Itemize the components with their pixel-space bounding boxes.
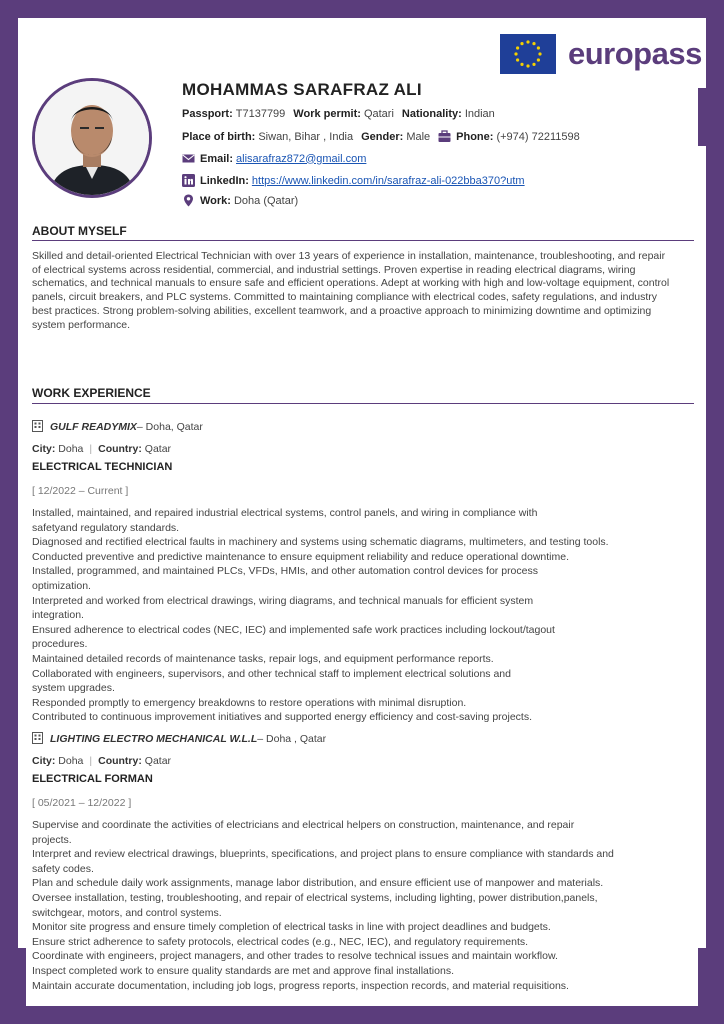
profile-photo — [32, 78, 152, 198]
cv-page — [18, 18, 706, 1006]
duty-line: Interpret and review electrical drawings, blueprints, specifications, and project plans to ensure compliance with standards and — [32, 848, 614, 861]
duty-line: Maintained detailed records of maintenance tasks, repair logs, and equipment performance reports. — [32, 652, 494, 665]
personal-info-row — [182, 108, 495, 120]
building-icon — [32, 732, 45, 745]
duty-line: Conducted preventive and predictive maintenance to ensure equipment reliability and reduce operational downtime. — [32, 550, 569, 563]
city-label: City: — [32, 443, 56, 455]
city-value: Doha — [58, 443, 84, 455]
work-label: Work: — [200, 194, 231, 207]
phone-value: (+974) 72211598 — [496, 130, 580, 143]
linkedin-row — [182, 174, 525, 187]
company-name: LIGHTING ELECTRO MECHANICAL W.L.L — [50, 732, 258, 745]
birth-label: Place of birth: — [182, 130, 256, 143]
duty-line: projects. — [32, 833, 72, 846]
passport-value: T7137799 — [235, 108, 286, 120]
phone-icon — [438, 130, 451, 143]
duty-line: Collaborated with engineers, supervisors, and other technical staff to implement electrical solutions and — [32, 667, 511, 680]
linkedin-label: LinkedIn: — [200, 174, 249, 187]
about-divider — [32, 240, 694, 241]
nationality-label: Nationality: — [401, 108, 462, 120]
country-label: Country: — [98, 443, 142, 455]
duty-line: safety codes. — [32, 862, 94, 875]
birth-gender-phone-row — [182, 130, 580, 143]
duty-line: procedures. — [32, 638, 88, 651]
about-text: Skilled and detail-oriented Electrical Technician with over 13 years of experience in installation, maintenance, troubleshooting, and repair of electrical systems across residential, commercial, and industrial settings. Proven expertise in reading electrical diagrams, wiring schematics, and technical manuals to ensure safe and efficient operations. Adept at working with high and low-voltage equipment, control panels, circuit breakers, and PLC systems. Committed to maintaining compliance with electrical codes, safety regulations, and industry best practices. Strong problem-solving abilities, excellent teamwork, and a proactive approach to minimizing downtime and optimizing system performance. — [32, 250, 670, 331]
permit-label: Work permit: — [293, 108, 361, 120]
country-value: Qatar — [144, 443, 172, 455]
candidate-name: MOHAMMAS SARAFRAZ ALI — [182, 80, 422, 99]
duty-line: safetyand regulatory standards. — [32, 521, 180, 534]
decor-bar-right-top — [698, 88, 706, 146]
nationality-value: Indian — [464, 108, 495, 120]
duty-line: Oversee installation, testing, troubleshooting, and repair of electrical systems, including lighting, power distribution,panels, — [32, 891, 598, 904]
country-value: Qatar — [144, 755, 172, 767]
duty-line: Coordinate with engineers, project managers, and other trades to resolve technical issues and maintain workflow. — [32, 950, 558, 963]
email-link[interactable]: alisarafraz872@gmail.com — [236, 152, 367, 165]
eu-flag-icon — [500, 34, 556, 74]
job-1-title: ELECTRICAL TECHNICIAN — [32, 461, 173, 473]
job-2-city-country: City: Doha | Country: Qatar — [32, 755, 172, 767]
email-label: Email: — [200, 152, 234, 165]
job-1-city-country: City: Doha | Country: Qatar — [32, 443, 172, 455]
europass-logo — [500, 34, 702, 74]
duty-line: Responded promptly to emergency breakdowns to restore operations with minimal disruption. — [32, 696, 467, 709]
linkedin-link[interactable]: https://www.linkedin.com/in/sarafraz-ali-022bba370?utm — [251, 174, 525, 187]
duty-line: optimization. — [32, 579, 91, 592]
company-location: – Doha, Qatar — [136, 420, 203, 433]
country-label: Country: — [98, 755, 142, 767]
duty-line: Maintain accurate documentation, including job logs, progress reports, inspection records, and material requisitions. — [32, 979, 569, 992]
duty-line: system upgrades. — [32, 682, 115, 695]
gender-label: Gender: — [361, 130, 404, 143]
email-icon — [182, 152, 195, 165]
work-location-row — [182, 194, 298, 207]
company-name: GULF READYMIX — [50, 420, 137, 433]
duty-line: switchgear, motors, and control systems. — [32, 906, 222, 919]
job-1-dates: [ 12/2022 – Current ] — [32, 485, 129, 497]
duty-line: Interpreted and worked from electrical drawings, wiring diagrams, and technical manuals for efficient system — [32, 594, 534, 607]
duty-line: Inspect completed work to ensure quality standards are met and approve final installations. — [32, 964, 454, 977]
gender-value: Male — [406, 130, 431, 143]
birth-value: Siwan, Bihar , India — [258, 130, 354, 143]
city-label: City: — [32, 755, 56, 767]
duty-line: Monitor site progress and ensure timely completion of electrical tasks in line with project deadlines and budgets. — [32, 921, 551, 934]
permit-value: Qatari — [363, 108, 394, 120]
work-value: Doha (Qatar) — [233, 194, 299, 207]
location-pin-icon — [182, 194, 195, 207]
job-1-duties — [32, 506, 682, 725]
duty-line: Installed, maintained, and repaired industrial electrical systems, control panels, and wiring in compliance with — [32, 507, 538, 519]
duty-line: Plan and schedule daily work assignments, manage labor distribution, and ensure efficient use of manpower and materials. — [32, 877, 604, 890]
employer-1 — [32, 420, 203, 433]
passport-label: Passport: — [182, 108, 233, 120]
building-icon — [32, 420, 45, 433]
linkedin-icon — [182, 174, 195, 187]
employer-2 — [32, 732, 326, 745]
duty-line: Ensure strict adherence to safety protocols, electrical codes (e.g., NEC, IEC), and regulatory requirements. — [32, 935, 529, 948]
duty-line: Installed, programmed, and maintained PLCs, VFDs, HMIs, and other automation control devices for process — [32, 565, 538, 578]
city-value: Doha — [58, 755, 84, 767]
duty-line: Diagnosed and rectified electrical faults in machinery and systems using schematic diagrams, multimeters, and testing tools. — [32, 536, 609, 549]
email-row — [182, 152, 366, 165]
decor-bar-right-bottom — [698, 948, 706, 1006]
job-2-title: ELECTRICAL FORMAN — [32, 773, 153, 785]
duty-line: Ensured adherence to electrical codes (NEC, IEC) and implemented safe work practices including lockout/tagout — [32, 623, 555, 636]
job-2-dates: [ 05/2021 – 12/2022 ] — [32, 797, 132, 809]
about-section-title: ABOUT MYSELF — [32, 224, 127, 238]
job-2-duties — [32, 818, 682, 993]
experience-section-title: WORK EXPERIENCE — [32, 386, 151, 400]
experience-divider — [32, 403, 694, 404]
decor-bar-left-bottom — [18, 948, 26, 1006]
duty-line: integration. — [32, 609, 84, 622]
duty-line: Supervise and coordinate the activities of electricians and electrical helpers on construction, maintenance, and repair — [32, 819, 575, 831]
duty-line: Contributed to continuous improvement initiatives and supported energy efficiency and cost-saving projects. — [32, 711, 533, 724]
phone-label: Phone: — [456, 130, 494, 143]
logo-text: europass — [568, 36, 702, 71]
company-location: – Doha , Qatar — [257, 732, 327, 745]
